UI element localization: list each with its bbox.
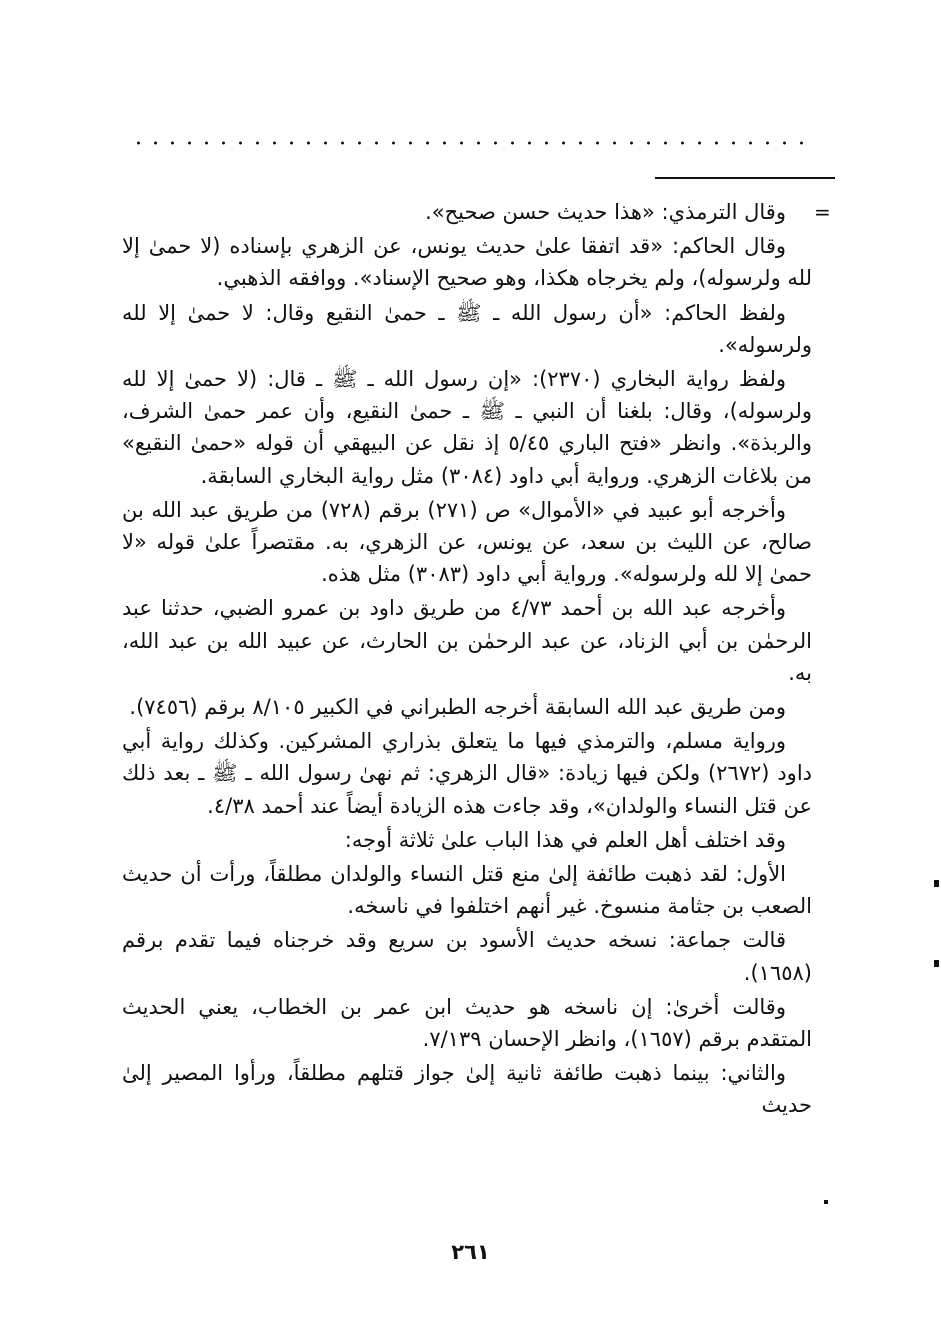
paragraph-abdullah-ahmad: وأخرجه عبد الله بن أحمد ٤/٧٣ من طريق داود بن عمرو الضبي، حدثنا عبد الرحمٰن بن أبي الزناد، عن عبد الرحمٰن بن الحارث، عن عبيد الله بن عبد الله، به. [122,596,812,685]
paragraph-group-two: وقالت أخرىٰ: إن ناسخه هو حديث ابن عمر بن الخطاب، يعني الحديث المتقدم برقم (١٦٥٧)، وانظر الإحسان ٧/١٣٩. [122,994,812,1052]
footnote-rule [655,177,835,179]
paragraph-tirmidhi: وقال الترمذي: «هذا حديث حسن صحيح». [425,200,786,224]
paragraph-hakim-wording: ولفظ الحاكم: «أن رسول الله ـ ﷺ ـ حمىٰ النقيع وقال: لا حمىٰ إلا لله ولرسوله». [122,300,812,357]
paragraph-second-view: والثاني: بينما ذهبت طائفة ثانية إلىٰ جواز قتلهم مطلقاً، ورأوا المصير إلىٰ حديث [122,1061,812,1118]
paragraph-abu-ubaid: وأخرجه أبو عبيد في «الأموال» ص (٢٧١) برقم (٧٢٨) من طريق عبد الله بن صالح، عن الليث بن سعد، عن يونس، عن الزهري، به. مقتصراً علىٰ قوله «لا حمىٰ إلا لله ولرسوله». ورواية أبي داود (٣٠٨٣) مثل هذه. [122,497,812,587]
paragraph-group-one: قالت جماعة: نسخه حديث الأسود بن سريع وقد خرجناه فيما تقدم برقم (١٦٥٨). [122,928,812,985]
paragraph-muslim: ورواية مسلم، والترمذي فيها ما يتعلق بذراري المشركين. وكذلك رواية أبي داود (٢٦٧٢) ولكن فيها زيادة: «قال الزهري: ثم نهىٰ رسول الله ـ ﷺ ـ بعد ذلك عن قتل النساء والولدان»، وقد جاءت هذه الزيادة أيضاً عند أحمد ٤/٣٨. [122,729,813,818]
paragraph-bukhari: ولفظ رواية البخاري (٢٣٧٠): «إن رسول الله ـ ﷺ ـ قال: (لا حمىٰ إلا لله ولرسوله)، وقال: بلغنا أن النبي ـ ﷺ ـ حمىٰ النقيع، وأن عمر حمىٰ الشرف، والربذة». وانظر «فتح الباري ٥/٤٥ إذ نقل عن البيهقي أن قوله «حمىٰ النقيع» من بلاغات الزهري. ورواية أبي داود (٣٠٨٤) مثل رواية البخاري السابقة. [122,367,812,488]
paragraph-disagreement: وقد اختلف أهل العلم في هذا الباب علىٰ ثلاثة أوجه: [344,827,786,852]
page-number: ٢٦١ [451,1240,490,1264]
paragraph-first-view: الأول: لقد ذهبت طائفة إلىٰ منع قتل النساء والولدان مطلقاً، ورأت أن حديث الصعب بن جثامة منسوخ. غير أنهم اختلفوا في ناسخه. [122,862,812,919]
paragraph-hakim: وقال الحاكم: «قد اتفقا علىٰ حديث يونس، عن الزهري بإسناده (لا حمىٰ إلا لله ولرسوله)، ولم يخرجاه هكذا، وهو صحيح الإسناد». ووافقه الذهبي. [122,234,812,291]
dotted-separator [130,140,810,146]
paragraph-tabarani: ومن طريق عبد الله السابقة أخرجه الطبراني في الكبير ٨/١٠٥ برقم (٧٤٥٦). [129,695,786,720]
scan-speck [824,1200,828,1204]
footnote-text [122,196,812,1124]
continuation-mark: = [814,200,831,224]
scan-speck [934,880,939,887]
scan-speck [934,960,939,967]
